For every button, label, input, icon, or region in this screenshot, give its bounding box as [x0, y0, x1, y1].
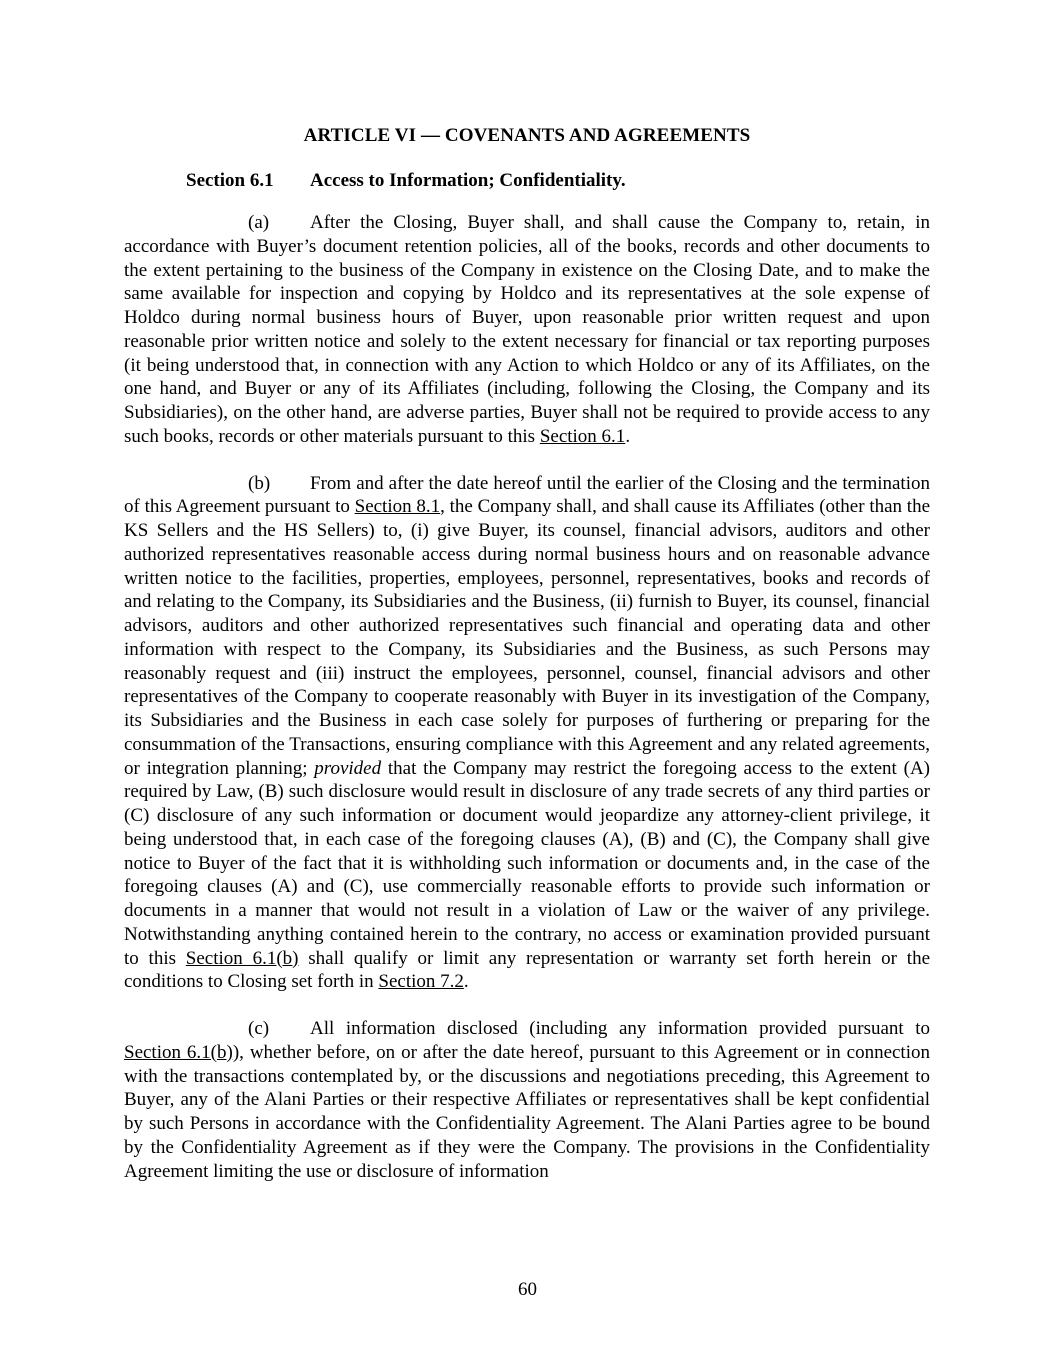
paragraph-a-label: (a): [248, 212, 270, 233]
section-title: Access to Information; Confidentiality.: [310, 170, 626, 191]
paragraph-c-text-1: All information disclosed (including any information provided pursuant to: [310, 1018, 930, 1039]
paragraph-a: [124, 211, 930, 449]
section-7-2-reference: Section 7.2: [378, 971, 464, 993]
paragraph-a-text: After the Closing, Buyer shall, and shall cause the Company to, retain, in accordance with Buyer’s document retention policies, all of the books, records and other documents to the extent pertaining to the business of the Company in existence on the Closing Date, and to make the same available for inspection and copying by Holdco and its representatives at the sole expense of Holdco during normal business hours of Buyer, upon reasonable prior written request and upon reasonable prior written notice and solely to the extent necessary for financial or tax reporting purposes (it being understood that, in connection with any Action to which Holdco or any of its Affiliates, on the one hand, and Buyer or any of its Affiliates (including, following the Closing, the Company and its Subsidiaries), on the other hand, are adverse parties, Buyer shall not be required to provide access to any such books, records or other materials pursuant to this: [124, 212, 930, 447]
paragraph-c-text-2: ), whether before, on or after the date hereof, pursuant to this Agreement or in connection with the transactions contemplated by, or the discussions and negotiations preceding, this Agreement to Buyer, any of the Alani Parties or their respective Affiliates or representatives shall be kept confidential by such Persons in accordance with the Confidentiality Agreement. The Alani Parties agree to be bound by the Confidentiality Agreement as if they were the Company. The provisions in the Confidentiality Agreement limiting the use or disclosure of information: [124, 1041, 930, 1182]
section-6-1-reference: Section 6.1: [539, 425, 626, 447]
section-8-1-reference: Section 8.1: [354, 496, 441, 518]
paragraph-b-text-3: that the Company may restrict the foregoing access to the extent (A) required by Law, (B) such disclosure would result in disclosure of any trade secrets of any third parties or (C) disclosure of any such information or document would jeopardize any attorney-client privilege, it being understood that, in each case of the foregoing clauses (A), (B) and (C), the Company shall give notice to Buyer of the fact that it is withholding such information or documents and, in the case of the foregoing clauses (A) and (C), use commercially reasonable efforts to provide such information or documents in a manner that would not result in a violation of Law or the waiver of any privilege. Notwithstanding anything contained herein to the contrary, no access or examination provided pursuant to this: [124, 757, 930, 969]
section-number: Section 6.1: [186, 170, 274, 191]
paragraph-b-text-1: From and after the date hereof until the earlier of the Closing and the termination of this Agreement pursuant to: [124, 472, 930, 518]
section-6-1b-reference: Section 6.1(b): [185, 947, 299, 969]
provided-italic: provided: [314, 757, 382, 779]
paragraph-b-text-4: shall qualify or limit any representation or warranty set forth herein or the conditions to Closing set forth in: [124, 947, 930, 993]
paragraph-c: [124, 1017, 930, 1183]
section-heading: [124, 168, 930, 194]
article-title: ARTICLE VI — COVENANTS AND AGREEMENTS: [303, 125, 751, 146]
paragraph-b-text-2: , the Company shall, and shall cause its Affiliates (other than the KS Sellers and the HS Sellers) to, (i) give Buyer, its counsel, financial advisors, auditors and other authorized representatives reasonable access during normal business hours and on reasonable advance written notice to the facilities, properties, employees, personnel, representatives, books and records of and relating to the Company, its Subsidiaries and the Business, (ii) furnish to Buyer, its counsel, financial advisors, auditors and other authorized representatives such financial and operating data and other information with respect to the Company, its Subsidiaries and the Business, as such Persons may reasonably request and (iii) instruct the employees, personnel, counsel, financial advisors and other representatives of the Company to cooperate reasonably with Buyer in its investigation of the Company, its Subsidiaries and the Business in each case solely for purposes of furthering or preparing for the consummation of the Transactions, ensuring compliance with this Agreement and any related agreements, or integration planning;: [124, 496, 930, 779]
paragraph-b: [124, 472, 930, 995]
page-number: 60: [518, 1279, 537, 1300]
paragraph-b-label: (b): [248, 472, 271, 494]
paragraph-b-end: .: [463, 971, 469, 993]
document-page: [124, 121, 930, 1183]
paragraph-a-end: .: [625, 425, 631, 447]
section-6-1b-reference-c: Section 6.1(b): [124, 1041, 233, 1063]
paragraph-c-label: (c): [248, 1018, 270, 1039]
